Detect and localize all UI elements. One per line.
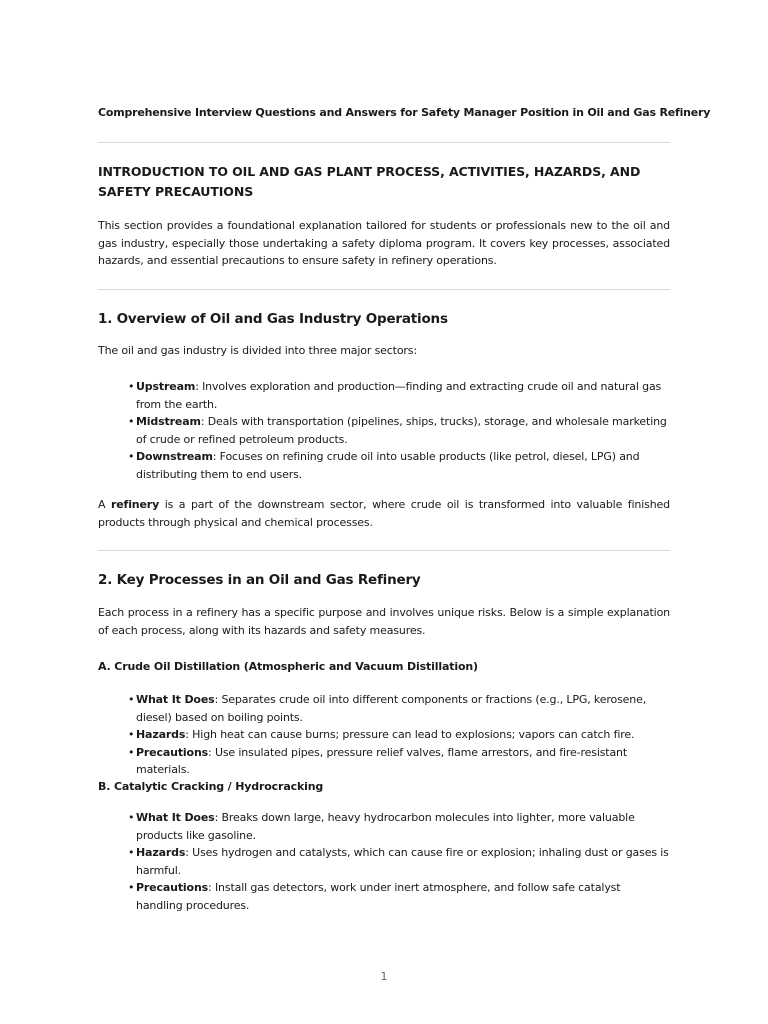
list-item-text: : Breaks down large, heavy hydrocarbon molecules into lighter, more valuable products like gasoline. xyxy=(136,811,635,842)
list-item-term: Precautions xyxy=(136,745,209,759)
list-item: • Precautions: Install gas detectors, work under inert atmosphere, and follow safe catalyst handling procedures. xyxy=(128,881,621,912)
intro-heading: INTRODUCTION TO OIL AND GAS PLANT PROCESS, ACTIVITIES, HAZARDS, AND SAFETY PRECAUTIONS xyxy=(98,164,641,199)
list-item-term: What It Does xyxy=(136,811,215,824)
refinery-term: refinery xyxy=(110,498,160,511)
list-item-term: Hazards xyxy=(136,728,186,741)
divider xyxy=(98,142,670,143)
section2-lead: Each process in a refinery has a specific purpose and involves unique risks. Below is a simple explanation of each process, along with its hazards and safety measures. xyxy=(98,606,670,637)
list-item-term: Upstream xyxy=(136,380,196,393)
divider xyxy=(98,550,670,551)
section1-lead: The oil and gas industry is divided into three major sectors: xyxy=(98,344,417,357)
list-item-text: : High heat can cause burns; pressure can lead to explosions; vapors can catch fire. xyxy=(185,728,635,741)
list-item: • What It Does: Breaks down large, heavy hydrocarbon molecules into lighter, more valuable products like gasoline. xyxy=(128,811,635,842)
list-item: • What It Does: Separates crude oil into different components or fractions (e.g., LPG, kerosene, diesel) based on boiling points. xyxy=(128,693,647,724)
section1-heading: 1. Overview of Oil and Gas Industry Operations xyxy=(98,311,448,327)
list-item-text: : Use insulated pipes, pressure relief valves, flame arrestors, and fire-resistant materials. xyxy=(136,745,628,776)
list-item: • Midstream: Deals with transportation (pipelines, ships, trucks), storage, and wholesale marketing of crude or refined petroleum products. xyxy=(128,415,667,446)
list-item-term: Midstream xyxy=(136,415,201,428)
divider xyxy=(98,289,670,290)
sectors-list xyxy=(128,378,670,483)
list-item: • Hazards: Uses hydrogen and catalysts, which can cause fire or explosion; inhaling dust or gases is harmful. xyxy=(128,846,669,877)
refinery-paragraph: A refinery is a part of the downstream sector, where crude oil is transformed into valuable finished products through physical and chemical processes. xyxy=(98,498,670,529)
list-item: • Precautions: Use insulated pipes, pressure relief valves, flame arrestors, and fire-resistant materials. xyxy=(128,745,628,776)
list-item-term: Precautions xyxy=(136,881,209,894)
list-item-text: : Separates crude oil into different components or fractions (e.g., LPG, kerosene, diesel) based on boiling points. xyxy=(136,693,647,724)
distillation-list xyxy=(128,691,670,779)
subsection-a-heading: A. Crude Oil Distillation (Atmospheric and Vacuum Distillation) xyxy=(98,660,478,673)
cracking-list xyxy=(128,809,670,914)
list-item: • Upstream: Involves exploration and production—finding and extracting crude oil and natural gas from the earth. xyxy=(128,380,662,411)
document-title: Comprehensive Interview Questions and Answers for Safety Manager Position in Oil and Gas Refinery xyxy=(98,106,711,119)
list-item: • Hazards: High heat can cause burns; pressure can lead to explosions; vapors can catch fire. xyxy=(128,728,635,741)
subsection-b-heading: B. Catalytic Cracking / Hydrocracking xyxy=(98,780,324,793)
list-item: • Downstream: Focuses on refining crude oil into usable products (like petrol, diesel, LPG) and distributing them to end users. xyxy=(128,450,640,481)
page-number: 1 xyxy=(380,970,388,983)
list-item-text: : Involves exploration and production—finding and extracting crude oil and natural gas from the earth. xyxy=(136,380,662,411)
section2-heading: 2. Key Processes in an Oil and Gas Refinery xyxy=(98,572,421,588)
list-item-term: Downstream xyxy=(136,450,213,463)
intro-paragraph: This section provides a foundational explanation tailored for students or professionals new to the oil and gas industry, especially those undertaking a safety diploma program. It covers key processes, associated hazards, and essential precautions to ensure safety in refinery operations. xyxy=(98,219,670,267)
list-item-term: Hazards xyxy=(136,846,186,859)
list-item-text: : Install gas detectors, work under inert atmosphere, and follow safe catalyst handling procedures. xyxy=(136,881,621,912)
list-item-text: : Deals with transportation (pipelines, ships, trucks), storage, and wholesale marketing of crude or refined petroleum products. xyxy=(136,415,667,446)
list-item-text: : Focuses on refining crude oil into usable products (like petrol, diesel, LPG) and distributing them to end users. xyxy=(136,450,640,481)
list-item-text: : Uses hydrogen and catalysts, which can cause fire or explosion; inhaling dust or gases is harmful. xyxy=(136,846,669,877)
list-item-term: What It Does xyxy=(136,693,215,706)
